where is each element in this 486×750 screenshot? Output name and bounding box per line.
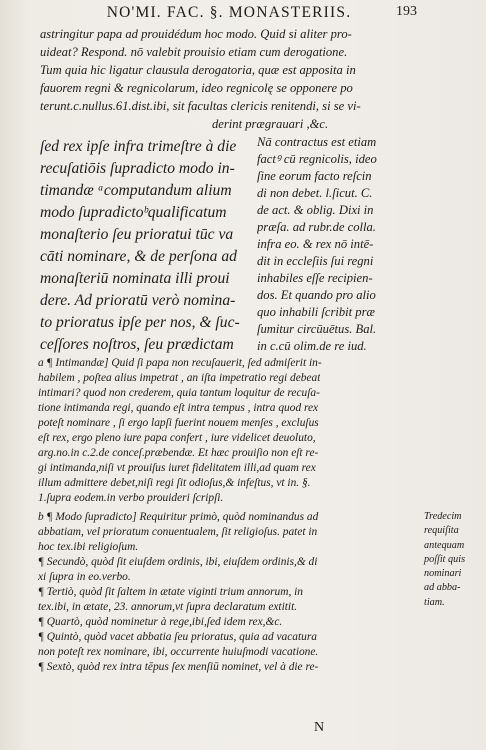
text-line: factꝰ cū regnicolis, ideo <box>257 152 377 166</box>
text-line: Nā contractus est etiam <box>257 135 377 149</box>
text-line: a ¶ Intimandæ] Quid ſi papa non recuſauerit, ſed admiſerit in- <box>38 357 322 369</box>
text-line: monaſteriū nominata illi proui <box>40 270 230 287</box>
text-line: xi ſupra in eo.verbo. <box>38 571 131 583</box>
text-line: ſumitur circūuētus. Bal. <box>257 322 377 336</box>
text-line: terunt.c.nullus.61.dist.ibi, sit facultas clericis renitendi, si se vi- <box>40 99 361 113</box>
text-line: dere. Ad prioratū verò nomina- <box>40 292 236 309</box>
text-line: uideat? Respond. nō valebit prouisio etiam cum derogatione. <box>40 45 348 59</box>
marginal-note-line: requiſita <box>424 525 459 537</box>
marginal-note-line: antequam <box>424 539 465 551</box>
marginal-note-line: nominari <box>424 568 462 580</box>
text-line: cāti nominare, & de perſona ad <box>40 248 237 265</box>
text-line: quo inhabili ſcribit præ <box>257 305 375 319</box>
text-line: inhabiles eſſe recipien- <box>257 271 373 285</box>
text-line: arg.no.in c.2.de conceſ.præbendæ. Et hæc prouiſio non eſt re- <box>38 447 319 459</box>
text-line: in c.cū olim.de re iud. <box>257 339 367 353</box>
text-line: eſt rex, ergo pleno iure papa confert , iure videlicet deuoluto, <box>38 432 316 444</box>
text-line: ¶ Sextò, quòd rex intra tēpus ſex menſiū nominet, vel à die re- <box>38 661 319 673</box>
text-line: poteſt nominare , ſi ergo lapſi fuerint nouem menſes , excluſus <box>38 417 319 429</box>
text-line: to prioratus ipſe per nos, & ſuc- <box>40 314 240 331</box>
text-line: tex.ibi, in ætate, 23. annorum,vt ſupra declaratum extitit. <box>38 601 298 613</box>
text-line: recuſatiōis ſupradicto modo in- <box>40 160 235 177</box>
text-line: b ¶ Modo ſupradicto] Requiritur primò, quòd nominandus ad <box>38 511 319 523</box>
text-line: ¶ Secundò, quòd ſit eiuſdem ordinis, ibi, eiuſdem ordinis,& di <box>38 556 318 568</box>
text-line: tione intimanda regi, quando eſt intra tempus , intra quod rex <box>38 402 319 414</box>
running-head: NO'MI. FAC. §. MONASTERIIS. <box>106 4 352 21</box>
signature-mark: N <box>314 720 325 735</box>
text-line: habilem , poſtea alius impetrat , an iſta impetratio regi debeat <box>38 372 321 384</box>
text-line: hoc tex.ibi religioſum. <box>38 541 139 553</box>
text-line: modo ſupradictoᵇqualificatum <box>40 204 227 221</box>
marginal-note <box>424 510 484 610</box>
text-line: 1.ſupra eodem.in verbo prouideri ſcripſi. <box>38 492 224 504</box>
text-line: infra eo. & rex nō intē- <box>257 237 374 251</box>
text-line: illum admittere debet,niſi regi ſit odioſus,& infeſtus, vt in. §. <box>38 477 311 489</box>
text-line: de act. & oblig. Dixi in <box>257 203 374 217</box>
text-line: ſed rex ipſe infra trimeſtre à die <box>40 138 237 155</box>
text-line: ¶ Quintò, quòd vacet abbatia ſeu prioratus, quia ad vacatura <box>38 631 317 643</box>
text-line: abbatiam, vel prioratum conuentualem, ſit religioſus. patet in <box>38 526 318 538</box>
text-line: ¶ Tertiò, quòd ſit ſaltem in ætate viginti trium annorum, in <box>38 586 303 598</box>
marginal-note-line: ad abba- <box>424 582 461 594</box>
marginal-note-line: tiam. <box>424 596 445 608</box>
text-line: præſa. ad rubr.de colla. <box>257 220 376 234</box>
text-line: non poteſt rex nominare, ibi, occurrente huiuſmodi vacatione. <box>38 646 319 658</box>
text-line: dit in eccleſiis ſui regni <box>257 254 374 268</box>
text-line: ſine eorum facto reſcin <box>257 169 372 183</box>
text-line: ceſſores noſtros, ſeu prædictam <box>40 336 234 353</box>
text-line: Tum quia hic ligatur clausula derogatoria, quæ est apposita in <box>40 63 356 77</box>
page-number: 193 <box>396 4 417 19</box>
text-line: intimari? quod non crederem, quia tantum loquitur de recuſa- <box>38 387 320 399</box>
text-line: fauorem regni & regnicolarum, ideo regnicolę se opponere po <box>40 81 353 95</box>
text-line: di non debet. l.ſicut. C. <box>257 186 373 200</box>
text-line: gi intimanda,niſi vt prouiſus iuret fidelitatem illi,ad quam rex <box>38 462 316 474</box>
marginal-note-line: Tredecim <box>424 511 462 522</box>
text-line: timandæ ᵃcomputandum alium <box>40 182 232 199</box>
marginal-note-line: poſſit quis <box>424 553 466 565</box>
text-line: monaſterio ſeu prioratui tūc va <box>40 226 234 243</box>
text-line: astringitur papa ad prouidédum hoc modo. Quid si aliter pro- <box>40 27 352 41</box>
text-line: derint prægrauari ,&c. <box>212 117 329 131</box>
text-line: dos. Et quando pro alio <box>257 288 376 302</box>
text-line: ¶ Quartò, quòd nominetur à rege,ibi,ſed idem rex,&c. <box>38 616 283 628</box>
